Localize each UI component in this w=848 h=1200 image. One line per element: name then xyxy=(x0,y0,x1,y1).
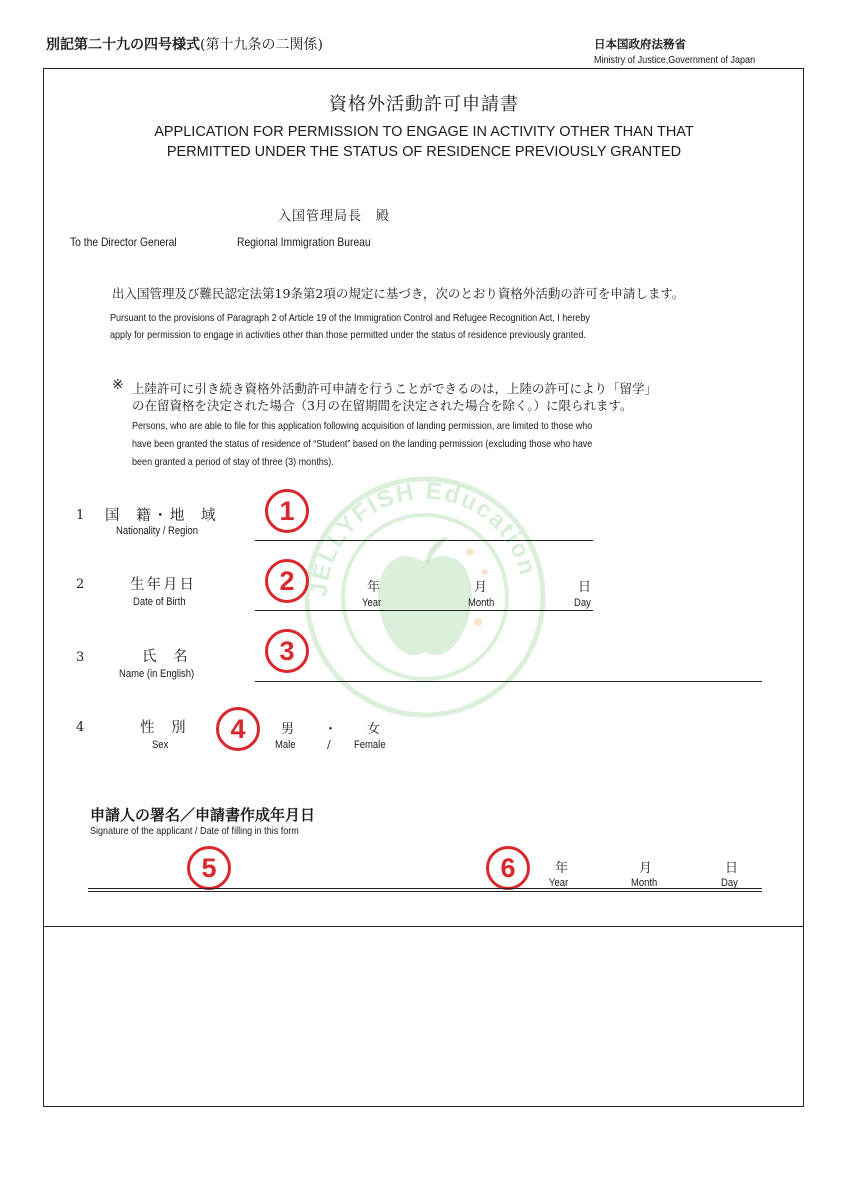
dob-month-en: Month xyxy=(468,597,495,609)
field-number-4: 4 xyxy=(76,720,85,735)
marker-1: 1 xyxy=(265,489,309,533)
addressee-jp: 入国管理局長 殿 xyxy=(278,209,391,224)
form-number-main: 別記第二十九の四号様式 xyxy=(46,37,200,53)
nationality-label-en: Nationality / Region xyxy=(116,525,199,537)
name-label-jp: 氏 名 xyxy=(142,649,194,665)
sex-female-jp[interactable]: 女 xyxy=(367,722,381,737)
sig-year-en: Year xyxy=(549,877,569,889)
note-jp-line2: の在留資格を決定された場合（3月の在留期間を決定された場合を除く。）に限られます。 xyxy=(132,398,633,413)
sig-day-jp: 日 xyxy=(725,861,739,876)
dob-label-en: Date of Birth xyxy=(133,596,186,608)
form-number-label xyxy=(46,34,323,54)
ministry-name-jp: 日本国政府法務省 xyxy=(594,39,686,51)
addressee-en-director: To the Director General xyxy=(70,235,177,249)
nationality-label-jp: 国 籍･地 域 xyxy=(105,508,222,524)
note-en-line2: have been granted the status of residence of “Student” based on the landing permission (excluding those who have xyxy=(132,438,593,450)
title-en-line1: APPLICATION FOR PERMISSION TO ENGAGE IN ACTIVITY OTHER THAN THAT xyxy=(154,124,694,140)
form-divider xyxy=(43,926,804,927)
signature-subtitle: Signature of the applicant / Date of filling in this form xyxy=(90,825,299,837)
marker-5: 5 xyxy=(187,846,231,890)
watermark-text: JELLYFISH Education xyxy=(305,477,542,598)
form-number-sub: (第十九条の二関係) xyxy=(200,37,323,53)
sex-label-jp: 性 別 xyxy=(140,720,192,736)
nationality-input-line[interactable] xyxy=(255,540,593,541)
declaration-jp: 出入国管理及び難民認定法第19条第2項の規定に基づき，次のとおり資格外活動の許可を申請します。 xyxy=(112,286,685,301)
marker-6: 6 xyxy=(486,846,530,890)
marker-3: 3 xyxy=(265,629,309,673)
dob-day-en: Day xyxy=(574,597,591,609)
dob-day-jp: 日 xyxy=(578,580,592,595)
note-en-line1: Persons, who are able to file for this application following acquisition of landing permission, are limited to those who xyxy=(132,420,593,432)
marker-4: 4 xyxy=(216,707,260,751)
field-number-2: 2 xyxy=(76,577,85,592)
note-jp-line1: 上陸許可に引き続き資格外活動許可申請を行うことができるのは，上陸の許可により「留学」 xyxy=(132,381,658,396)
declaration-en-line2: apply for permission to engage in activities other than those permitted under the status of residence previously granted. xyxy=(110,329,586,341)
sig-day-en: Day xyxy=(721,877,738,889)
sig-month-en: Month xyxy=(631,877,658,889)
watermark-logo xyxy=(300,472,550,722)
declaration-en-line1: Pursuant to the provisions of Paragraph 2 of Article 19 of the Immigration Control and Refugee Recognition Act, I hereby xyxy=(110,312,590,324)
name-label-en: Name (in English) xyxy=(119,668,195,680)
sig-month-jp: 月 xyxy=(639,861,653,876)
ministry-name-en: Ministry of Justice,Government of Japan xyxy=(594,54,756,66)
sex-female-en[interactable]: Female xyxy=(354,739,386,751)
dob-month-jp: 月 xyxy=(474,580,488,595)
dob-year-en: Year xyxy=(362,597,382,609)
dob-year-jp: 年 xyxy=(367,580,381,595)
note-en-line3: been granted a period of stay of three (3) months). xyxy=(132,456,334,468)
field-number-1: 1 xyxy=(76,508,85,523)
title-jp: 資格外活動許可申請書 xyxy=(329,94,519,115)
sex-male-jp[interactable]: 男 xyxy=(281,722,295,737)
name-input-line[interactable] xyxy=(255,681,762,682)
sex-separator-dot: ・ xyxy=(324,722,338,737)
note-mark: ※ xyxy=(112,377,124,393)
sex-male-en[interactable]: Male xyxy=(275,739,296,751)
field-number-3: 3 xyxy=(76,650,85,665)
sig-year-jp: 年 xyxy=(555,861,569,876)
title-en-line2: PERMITTED UNDER THE STATUS OF RESIDENCE PREVIOUSLY GRANTED xyxy=(166,144,682,160)
signature-title: 申請人の署名／申請書作成年月日 xyxy=(90,806,316,824)
dob-label-jp: 生年月日 xyxy=(130,577,196,593)
marker-2: 2 xyxy=(265,559,309,603)
sex-separator-slash: / xyxy=(327,738,331,751)
addressee-en-bureau: Regional Immigration Bureau xyxy=(237,235,371,249)
dob-input-line[interactable] xyxy=(255,610,593,611)
signature-date-line[interactable] xyxy=(88,888,762,892)
sex-label-en: Sex xyxy=(152,739,169,751)
